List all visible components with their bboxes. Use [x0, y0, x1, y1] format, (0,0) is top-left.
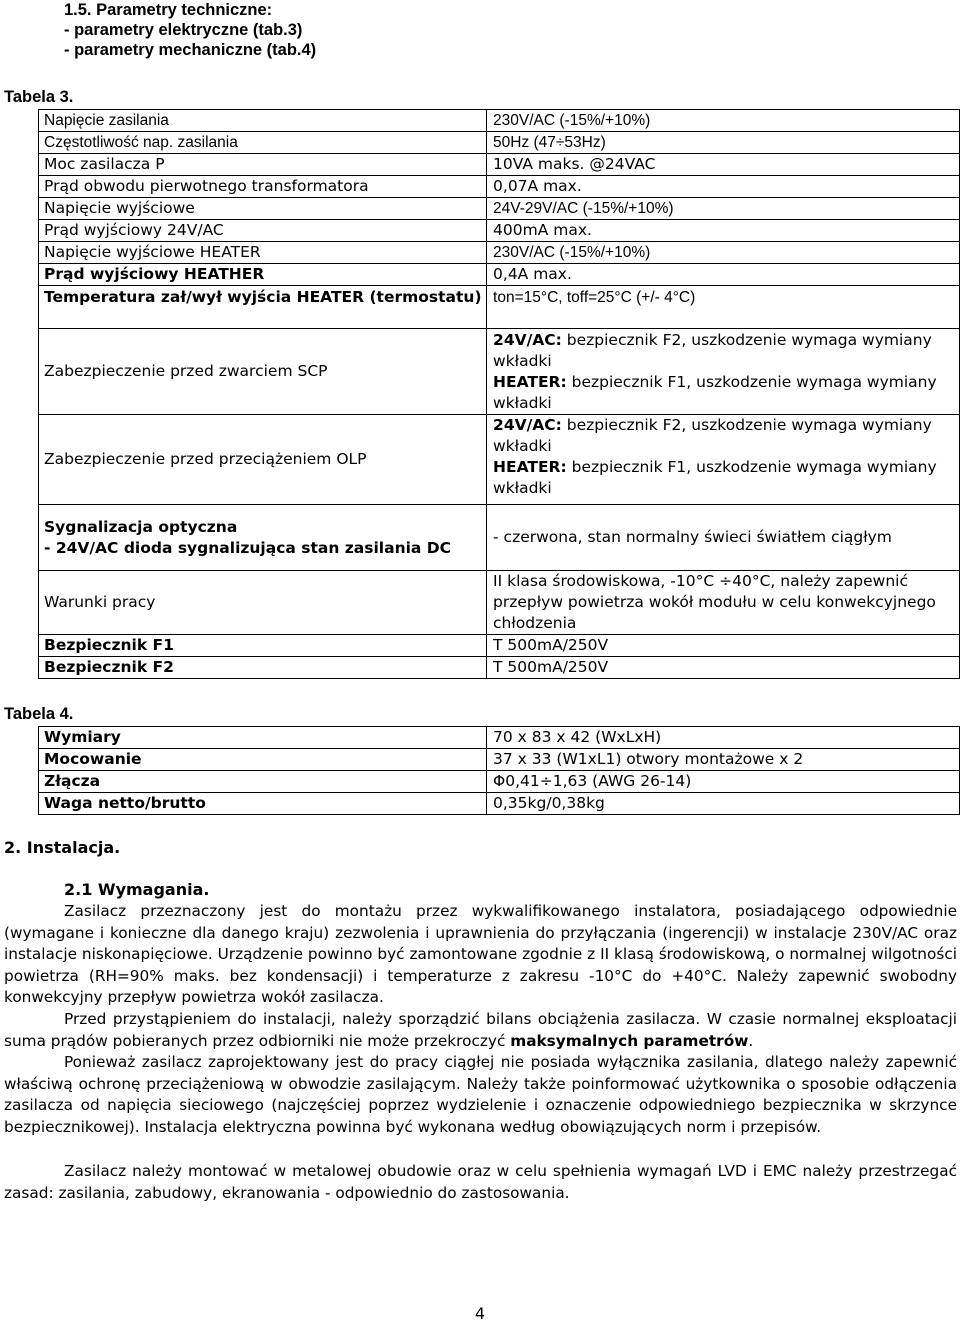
table-cell-label: Częstotliwość nap. zasilania — [39, 132, 487, 154]
paragraph-load-balance-text: Przed przystąpieniem do instalacji, należy sporządzić bilans obciążenia zasilacza. W czasie normalnej eksploatacji suma prądów pobieranych przez odbiorniki nie może przekroczyć — [4, 1010, 957, 1050]
table-cell-label: Złącza — [39, 771, 487, 793]
table-row — [39, 264, 960, 286]
scp-heater-text: bezpiecznik F1, uszkodzenie wymaga wymiany wkładki — [493, 372, 937, 412]
paragraph-requirements-text: Zasilacz przeznaczony jest do montażu przez wykwalifikowanego instalatora, posiadającego odpowiednie (wymagane i konieczne dla danego kraju) zezwolenia i uprawnienia do przyłączania (ingerencji) w instalacje 230V/AC oraz instalacje niskonapięciowe. Urządzenie powinno być zamontowane zgodnie z II klasą środowiskową, o normalnej wilgotności powietrza (RH=90% maks. bez kondensacji) i temperaturze z zakresu -10°C do +40°C. Należy zapewnić swobodny konwekcyjny przepływ powietrza wokół zasilacza. — [4, 902, 957, 1006]
table-row — [39, 727, 960, 749]
table4-title: Tabela 4. — [4, 705, 74, 723]
paragraph-load-balance-end: . — [748, 1031, 754, 1050]
table-row — [39, 415, 960, 505]
table-cell-label: Napięcie wyjściowe HEATER — [39, 242, 487, 264]
olp-line-24v — [493, 415, 959, 457]
table-row — [39, 571, 960, 635]
table3-title: Tabela 3. — [4, 88, 74, 106]
paragraph-load-balance-bold: maksymalnych parametrów — [510, 1031, 749, 1050]
table-row — [39, 242, 960, 264]
scp-24v-text: bezpiecznik F2, uszkodzenie wymaga wymiany wkładki — [493, 330, 932, 370]
olp-heater-label: HEATER: — [493, 458, 567, 476]
section-title: 1.5. Parametry techniczne: — [64, 1, 273, 19]
table-cell-label — [39, 505, 487, 571]
table-cell-value: 0,35kg/0,38kg — [487, 793, 960, 815]
table-row — [39, 657, 960, 679]
table-row — [39, 635, 960, 657]
table-cell-label: Prąd wyjściowy 24V/AC — [39, 220, 487, 242]
paragraph-protection — [4, 1052, 957, 1138]
section-subtitle-electrical: - parametry elektryczne (tab.3) — [64, 21, 303, 39]
table-cell-value: 230V/AC (-15%/+10%) — [487, 242, 960, 264]
table-cell-value: 70 x 83 x 42 (WxLxH) — [487, 727, 960, 749]
signal-label-line1: Sygnalizacja optyczna — [44, 517, 238, 536]
table-row — [39, 771, 960, 793]
scp-line-heater — [493, 372, 959, 414]
table-cell-value: 0,07A max. — [487, 176, 960, 198]
paragraph-requirements — [4, 901, 957, 1009]
table-row — [39, 110, 960, 132]
table-cell-label: Temperatura zał/wył wyjścia HEATER (termostatu) — [39, 286, 487, 329]
table-cell-label: Zabezpieczenie przed zwarciem SCP — [39, 329, 487, 415]
table-cell-value: 24V-29V/AC (-15%/+10%) — [487, 198, 960, 220]
olp-line-heater — [493, 457, 959, 499]
scp-heater-label: HEATER: — [493, 372, 567, 391]
table4 — [38, 726, 960, 815]
table-cell-value: 230V/AC (-15%/+10%) — [487, 110, 960, 132]
section-header — [64, 0, 316, 60]
paragraph-protection-text: Ponieważ zasilacz zaprojektowany jest do pracy ciągłej nie posiada wyłącznika zasilania, dlatego należy zapewnić właściwą ochronę przeciążeniową w obwodzie zasilającym. Należy także poinformować użytkownika o sposobie odłączenia zasilacza od napięcia sieciowego (najczęściej poprzez wydzielenie i oznaczenie odpowiedniego bezpiecznika w skrzynce bezpiecznikowej). Instalacja elektryczna powinna być wykonana według obowiązujących norm i przepisów. — [4, 1053, 957, 1136]
table-cell-value: T 500mA/250V — [487, 635, 960, 657]
table-cell-value: - czerwona, stan normalny świeci światłem ciągłym — [487, 505, 960, 571]
table-cell-label: Prąd wyjściowy HEATHER — [39, 264, 487, 286]
table-row — [39, 132, 960, 154]
table-row — [39, 198, 960, 220]
table-cell-value: 400mA max. — [487, 220, 960, 242]
requirements-header: 2.1 Wymagania. — [64, 880, 210, 899]
table-row — [39, 793, 960, 815]
section-subtitle-mechanical: - parametry mechaniczne (tab.4) — [64, 41, 317, 59]
table-cell-label: Napięcie wyjściowe — [39, 198, 487, 220]
table-cell-label: Napięcie zasilania — [39, 110, 487, 132]
table-cell-value: 37 x 33 (W1xL1) otwory montażowe x 2 — [487, 749, 960, 771]
table-row — [39, 154, 960, 176]
table-cell-label: Bezpiecznik F1 — [39, 635, 487, 657]
table-cell-label: Prąd obwodu pierwotnego transformatora — [39, 176, 487, 198]
paragraph-load-balance — [4, 1009, 957, 1052]
table-cell-label: Zabezpieczenie przed przeciążeniem OLP — [39, 415, 487, 505]
paragraph-enclosure-text: Zasilacz należy montować w metalowej obudowie oraz w celu spełnienia wymagań LVD i EMC należy przestrzegać zasad: zasilania, zabudowy, ekranowania - odpowiednio do zastosowania. — [4, 1162, 957, 1202]
scp-24v-label: 24V/AC: — [493, 330, 562, 349]
table-cell-value: Φ0,41÷1,63 (AWG 26-14) — [487, 771, 960, 793]
table-cell-label: Moc zasilacza P — [39, 154, 487, 176]
table-cell-label: Waga netto/brutto — [39, 793, 487, 815]
table-cell-value: 0,4A max. — [487, 264, 960, 286]
table-row — [39, 176, 960, 198]
table-row — [39, 749, 960, 771]
olp-heater-text: bezpiecznik F1, uszkodzenie wymaga wymiany wkładki — [493, 458, 937, 497]
table-cell-label: Wymiary — [39, 727, 487, 749]
table-cell-value: II klasa środowiskowa, -10°C ÷40°C, należy zapewnić przepływ powietrza wokół modułu w celu konwekcyjnego chłodzenia — [487, 571, 960, 635]
olp-24v-label: 24V/AC: — [493, 416, 562, 434]
table-row — [39, 286, 960, 329]
page-number: 4 — [474, 1304, 486, 1323]
table-cell-label: Warunki pracy — [39, 571, 487, 635]
table-row — [39, 220, 960, 242]
olp-24v-text: bezpiecznik F2, uszkodzenie wymaga wymiany wkładki — [493, 416, 932, 455]
table-cell-value: ton=15°C, toff=25°C (+/- 4°C) — [487, 286, 960, 329]
scp-line-24v — [493, 330, 959, 372]
table-cell-label: Bezpiecznik F2 — [39, 657, 487, 679]
table-cell-value: 10VA maks. @24VAC — [487, 154, 960, 176]
paragraph-enclosure — [4, 1161, 957, 1204]
table3 — [38, 109, 960, 679]
table-row — [39, 505, 960, 571]
table-cell-value — [487, 415, 960, 505]
table-cell-value — [487, 329, 960, 415]
table-row — [39, 329, 960, 415]
signal-label-line2: - 24V/AC dioda sygnalizująca stan zasilania DC — [44, 538, 452, 557]
table-cell-value: T 500mA/250V — [487, 657, 960, 679]
table-cell-value: 50Hz (47÷53Hz) — [487, 132, 960, 154]
install-header: 2. Instalacja. — [4, 838, 121, 857]
table-cell-label: Mocowanie — [39, 749, 487, 771]
